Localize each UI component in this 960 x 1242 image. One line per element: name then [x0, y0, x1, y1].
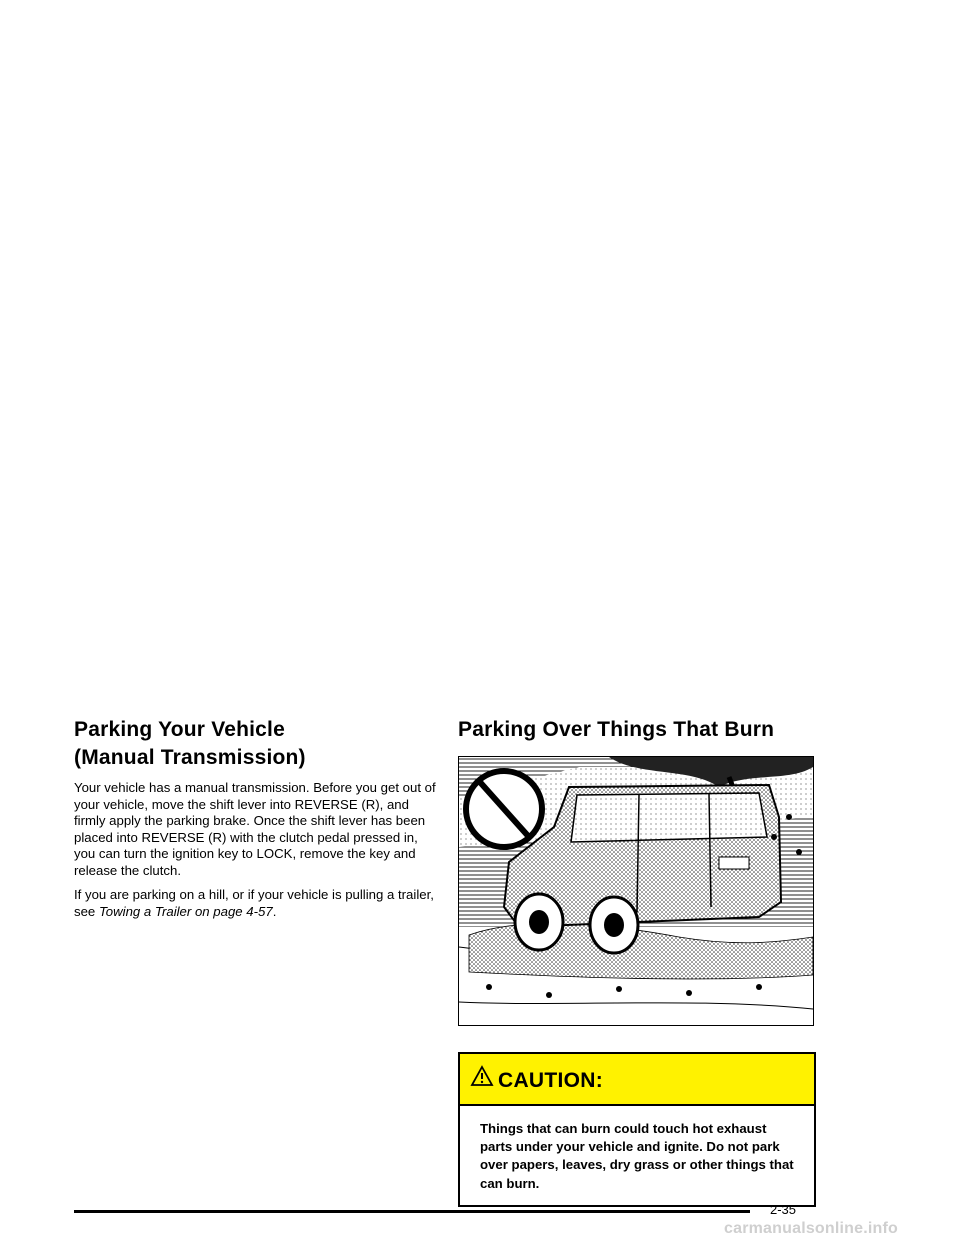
body-paragraph-2 — [74, 887, 436, 920]
page-number: 2-35 — [770, 1202, 797, 1217]
illustration-suv-over-leaves — [458, 756, 814, 1026]
section-heading — [74, 716, 436, 772]
section-heading-burn: Parking Over Things That Burn — [458, 718, 775, 741]
no-parking-prohibition-icon — [466, 771, 542, 847]
heading-line-1: Parking Your Vehicle — [74, 718, 285, 741]
watermark: carmanualsonline.info — [724, 1220, 899, 1237]
caution-title: CAUTION: — [498, 1069, 604, 1092]
paragraph-end: . — [272, 903, 277, 919]
footer-rule — [74, 1210, 750, 1213]
right-column — [458, 716, 816, 1207]
body-paragraph-1: Your vehicle has a manual transmission. Before you get out of your vehicle, move the shift lever into REVERSE (R), and firmly apply the parking brake. Once the shift lever has been placed into REVERSE (R) with the clutch pedal pressed in, you can turn the ignition key to LOCK, remove the key and release the clutch. — [74, 780, 436, 878]
paragraph-text: If you are parking on a hill, or if your vehicle is pulling a trailer, see — [74, 887, 434, 919]
heading-line-2: (Manual Transmission) — [74, 746, 306, 769]
cross-reference-link[interactable]: Towing a Trailer on page 4-57 — [98, 903, 273, 919]
left-column — [74, 716, 436, 928]
warning-triangle-icon — [470, 1065, 494, 1087]
caution-text: Things that can burn could touch hot exhaust parts under your vehicle and ignite. Do not park over papers, leaves, dry grass or other things that can burn. — [480, 1121, 794, 1191]
caution-box — [458, 1052, 816, 1207]
caution-header — [460, 1054, 814, 1106]
